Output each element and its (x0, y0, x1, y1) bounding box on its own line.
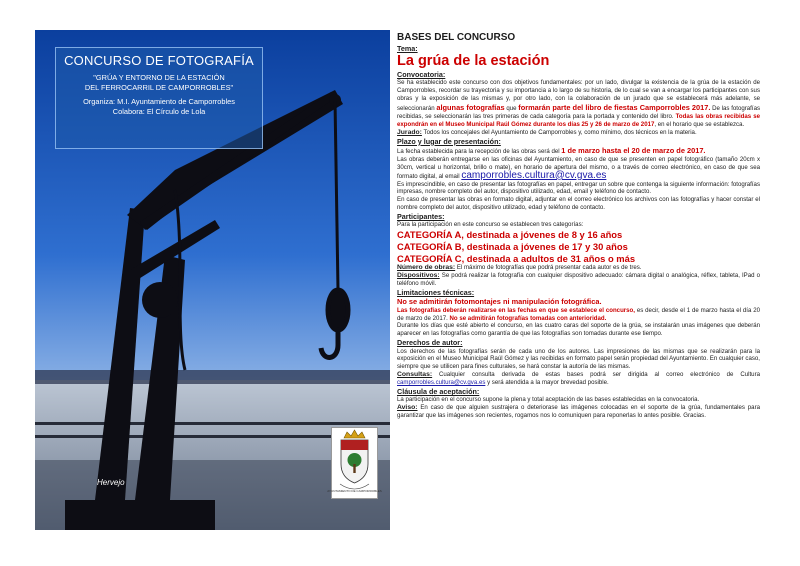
plazo-digital-requirements: En caso de presentar las obras en formato digital, adjuntar en el correo electrónico los archivos con las fotografías y hacer constar el nombre completo del autor, dispositivo utilizado, edad y teléfono de contacto. (397, 196, 760, 212)
plazo-date-range: 1 de marzo hasta el 20 de marzo de 2017. (561, 145, 706, 155)
convocatoria-highlight-1: algunas fotografías (436, 103, 505, 113)
plazo-paper-requirements: Es imprescindible, en caso de presentar las fotografías en papel, entregar un sobre que contenga la siguiente información: fotografías impresas, nombre completo del autor, dispositivo utilizado, edad, email y teléfono de contacto. (397, 180, 760, 196)
convocatoria-highlight-3: Todas las obras recibidas se expondrán en el Museo Municipal Raúl Gómez durante los días 25 y 26 de marzo de 2017 (397, 112, 760, 128)
rules-header: BASES DEL CONCURSO (397, 32, 516, 43)
aviso-text: En caso de que alguien sustrajera o deteriorase las imágenes colocadas en el soporte de la grúa, fundamentales para garantizar que las imágenes son recientes, rogamos nos lo comuniquen para reponerlas lo antes posible. Gracias. (397, 404, 760, 420)
categoria-c: CATEGORÍA C, destinada a adultos de 31 años o más (397, 252, 636, 264)
dispositivos-text: Se podrá realizar la fotografía con cualquier dispositivo adecuado: cámara digital o analógica, réflex, tableta, IPad o teléfono móvil. (397, 272, 760, 287)
clausula-label: Cláusula de aceptación: (397, 387, 480, 397)
poster-subtitle-line-2: DEL FERROCARRIL DE CAMPORROBLES" (84, 83, 234, 92)
consultas-label: Consultas: (397, 371, 433, 379)
limitaciones-dates (397, 307, 760, 323)
consultas-part-2: y será atendida a la mayor brevedad posible. (485, 379, 609, 387)
participantes-text: Para la participación en este concurso se establecen tres categorías: (397, 221, 584, 229)
consultas-paragraph (397, 371, 760, 387)
numero-paragraph (397, 264, 760, 272)
contest-email-link[interactable]: camporrobles.cultura@cv.gva.es (461, 169, 607, 181)
derechos-text: Los derechos de las fotografías serán de cada uno de los autores. Las impresiones de las mismas que se realizarán para la exposición en el Museo Municipal Raúl Gómez y las recibidas en formato papel serán propiedad del Ayuntamiento. En cualquier caso, siempre que se utilicen para fines culturales, se hará constar la autoría de las mismas. (397, 347, 760, 371)
jurado-label: Jurado: (397, 128, 422, 136)
plazo-dates (397, 146, 760, 156)
plazo-part-1: La fecha establecida para la recepción de las obras será del (397, 147, 562, 155)
plazo-label: Plazo y lugar de presentación: (397, 136, 501, 146)
contest-rules (397, 32, 760, 420)
poster-info-box (55, 47, 263, 149)
plazo-delivery (397, 156, 760, 181)
consultas-part-1: Cualquier consulta derivada de estas bases podrá ser dirigida al correo electrónico de Cultura (432, 371, 760, 379)
limitaciones-part-1: es decir, desde el 1 de marzo hasta el día 20 de marzo de 2017. (397, 306, 760, 322)
convocatoria-part-1: Se ha establecido este concurso con dos objetivos fundamentales: por un lado, divulgar la existencia de la grúa de la estación de Camporrobles, recordar su trayectoria y su importancia a lo largo de su historia, de lo cual se van a encargar los participantes con sus obras y la exposición de las mismas y, por otro lado, con la colaboración de un jurado que se establecerá más adelante, se seleccionarán (397, 79, 760, 113)
convocatoria-part-4: , en el horario que se establezca. (654, 120, 745, 128)
aviso-paragraph (397, 404, 760, 420)
tema-label: Tema: (397, 44, 418, 53)
convocatoria-text (397, 79, 760, 128)
limitaciones-highlight-2: No se admitirán fotografías tomadas con anterioridad. (449, 314, 607, 322)
poster-organizer: Organiza: M.I. Ayuntamiento de Camporrobles (83, 97, 235, 106)
categoria-a: CATEGORÍA A, destinada a jóvenes de 8 y 16 años (397, 229, 623, 241)
emblem-text: AYUNTAMIENTO DE CAMPORROBLES (327, 489, 382, 493)
tema-title: La grúa de la estación (397, 53, 550, 69)
derechos-label: Derechos de autor: (397, 338, 463, 348)
consultas-email-link[interactable]: camporrobles.cultura@cv.gva.es (397, 379, 486, 387)
convocatoria-label: Convocatoria: (397, 70, 446, 79)
limitaciones-images: Durante los días que esté abierto el concurso, en las cuatro caras del soporte de la grúa, se instalarán unas imágenes que deberán aparecer en las fotografías como garantía de que las fotografías son tomadas durante ese tiempo. (397, 322, 760, 338)
participantes-label: Participantes: (397, 212, 445, 222)
aviso-label: Aviso: (397, 404, 418, 412)
limitaciones-label: Limitaciones técnicas: (397, 287, 475, 297)
convocatoria-part-2: que (504, 105, 519, 113)
limitaciones-no-montage: No se admitirán fotomontajes ni manipulación fotográfica. (397, 297, 602, 307)
numero-label: Número de obras: (397, 264, 456, 272)
convocatoria-part-3: De las fotografías recibidas, se seleccionarán las tres primeras de cada categoría para la portada y contenido del libro. (397, 105, 761, 120)
poster-subtitle-line-1: "GRÚA Y ENTORNO DE LA ESTACIÓN (93, 73, 225, 82)
jurado-text: Todos los concejales del Ayuntamiento de Camporrobles y, como mínimo, dos técnicos en la materia. (421, 128, 697, 136)
plazo-part-2: Las obras deberán entregarse en las oficinas del Ayuntamiento, en caso de que se presenten en papel fotográfico (tamaño 20cm x 30cm, vertical u horizontal, brillo o mate), en horario de apertura del mismo, o a través de correo electrónico, en caso de que sea formato digital, al email (397, 155, 760, 180)
numero-text: El máximo de fotografías que podrá presentar cada autor es de tres. (455, 264, 642, 272)
dispositivos-label: Dispositivos: (397, 272, 440, 280)
town-coat-of-arms (327, 427, 382, 499)
categoria-b: CATEGORÍA B, destinada a jóvenes de 17 y 30 años (397, 240, 628, 252)
poster-title: CONCURSO DE FOTOGRAFÍA (64, 53, 254, 68)
dispositivos-paragraph (397, 272, 760, 288)
clausula-text: La participación en el concurso supone la plena y total aceptación de las bases establecidas en la convocatoria. (397, 396, 700, 404)
jurado-paragraph (397, 129, 760, 137)
limitaciones-highlight-1: Las fotografías deberán realizarse en las fechas en que se establece el concurso, (397, 306, 635, 314)
convocatoria-highlight-2: formarán parte del libro de fiestas Camporrobles 2017. (518, 103, 711, 113)
photographer-signature: Hervejo (97, 478, 125, 487)
poster-collaborator: Colabora: El Círculo de Lola (112, 107, 206, 116)
